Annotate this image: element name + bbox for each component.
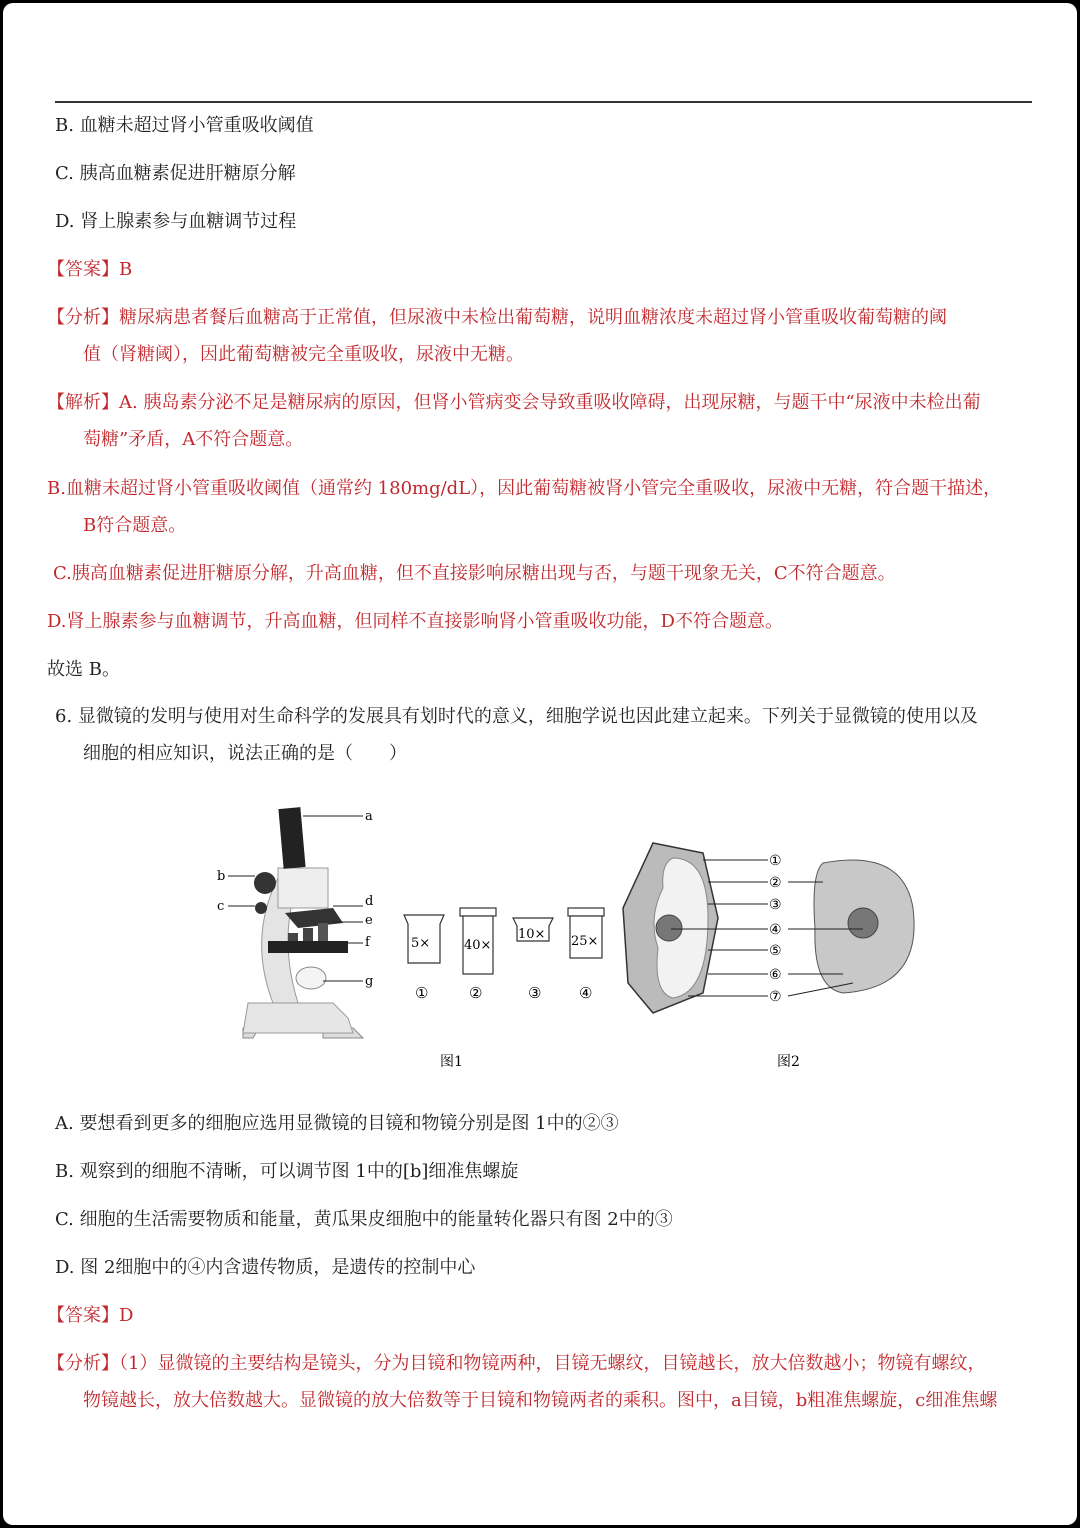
part-label-c: c [217,899,225,914]
q6-answer: 【答案】D [47,1305,134,1326]
q5-explain-line: D.肾上腺素参与血糖调节，升高血糖，但同样不直接影响肾小管重吸收功能，D不符合题意。 [47,611,783,632]
cell-label: ⑦ [769,989,782,1005]
microscope-image [243,807,363,1038]
cell-label: ⑥ [769,967,782,983]
q5-analysis-line: 【分析】糖尿病患者餐后血糖高于正常值，但尿液中未检出葡萄糖，说明血糖浓度未超过肾小管重吸收葡萄糖的阈 [47,307,947,328]
q6-stem: 6. 显微镜的发明与使用对生命科学的发展具有划时代的意义，细胞学说也因此建立起来。下列关于显微镜的使用以及 [55,706,978,727]
cell-label: ① [769,853,782,869]
plant-cell [623,843,718,1013]
part-label-e: e [365,913,373,928]
q5-explain-line: 【解析】A. 胰岛素分泌不足是糖尿病的原因，但肾小管病变会导致重吸收障碍，出现尿糖，与题干中“尿液中未检出葡 [47,392,981,413]
cell-label: ⑤ [769,943,782,959]
header-rule [55,101,1032,103]
q5-option-b: B. 血糖未超过肾小管重吸收阈值 [55,115,314,136]
q6-analysis-line: 物镜越长，放大倍数越大。显微镜的放大倍数等于目镜和物镜两者的乘积。图中，a目镜，b粗准焦螺旋，c细准焦螺 [83,1390,998,1411]
document-page [3,3,1077,1525]
lens-mag: 5× [411,936,431,951]
q5-explain-line: B符合题意。 [83,515,187,536]
q6-option-b: B. 观察到的细胞不清晰，可以调节图 1中的[b]细准焦螺旋 [55,1161,519,1182]
q5-explain-line: B.血糖未超过肾小管重吸收阈值（通常约 180mg/dL），因此葡萄糖被肾小管完全重吸收，尿液中无糖，符合题干描述， [47,478,1002,499]
q5-answer: 【答案】B [47,259,133,280]
q5-analysis-line: 值（肾糖阈），因此葡萄糖被完全重吸收，尿液中无糖。 [83,344,524,365]
cell-label: ② [769,875,782,891]
animal-cell [814,860,914,993]
q6-stem: 细胞的相应知识，说法正确的是（ ） [83,743,407,764]
part-label-f: f [365,935,370,950]
lens-number: ② [469,984,483,1002]
q6-option-d: D. 图 2细胞中的④内含遗传物质，是遗传的控制中心 [55,1257,476,1278]
q6-option-c: C. 细胞的生活需要物质和能量，黄瓜果皮细胞中的能量转化器只有图 2中的③ [55,1209,673,1230]
figure1-caption: 图1 [440,1054,463,1070]
q5-explain-line: C.胰高血糖素促进肝糖原分解，升高血糖，但不直接影响尿糖出现与否，与题干现象无关，C不符合题意。 [53,563,896,584]
part-label-d: d [365,894,374,909]
lens-mag: 40× [464,938,492,953]
q5-option-d: D. 肾上腺素参与血糖调节过程 [55,211,297,232]
lens-mag: 25× [571,934,599,949]
part-label-b: b [217,869,226,884]
lens-number: ① [415,984,429,1002]
q6-option-a: A. 要想看到更多的细胞应选用显微镜的目镜和物镜分别是图 1中的②③ [55,1113,619,1134]
lens-number: ③ [528,984,542,1002]
lens-mag: 10× [518,927,546,942]
q6-analysis-line: 【分析】（1）显微镜的主要结构是镜头，分为目镜和物镜两种，目镜无螺纹，目镜越长，放大倍数越小；物镜有螺纹， [47,1353,986,1374]
q5-explain-line: 萄糖”矛盾，A不符合题意。 [83,429,304,450]
q5-choose: 故选 B。 [47,659,120,680]
part-label-g: g [365,974,374,989]
part-label-a: a [365,809,373,824]
figure2-caption: 图2 [777,1054,800,1070]
lens-number: ④ [579,984,593,1002]
figure-microscope-cells [203,798,933,1078]
cell-label: ③ [769,897,782,913]
cell-label: ④ [769,922,782,938]
q5-option-c: C. 胰高血糖素促进肝糖原分解 [55,163,296,184]
